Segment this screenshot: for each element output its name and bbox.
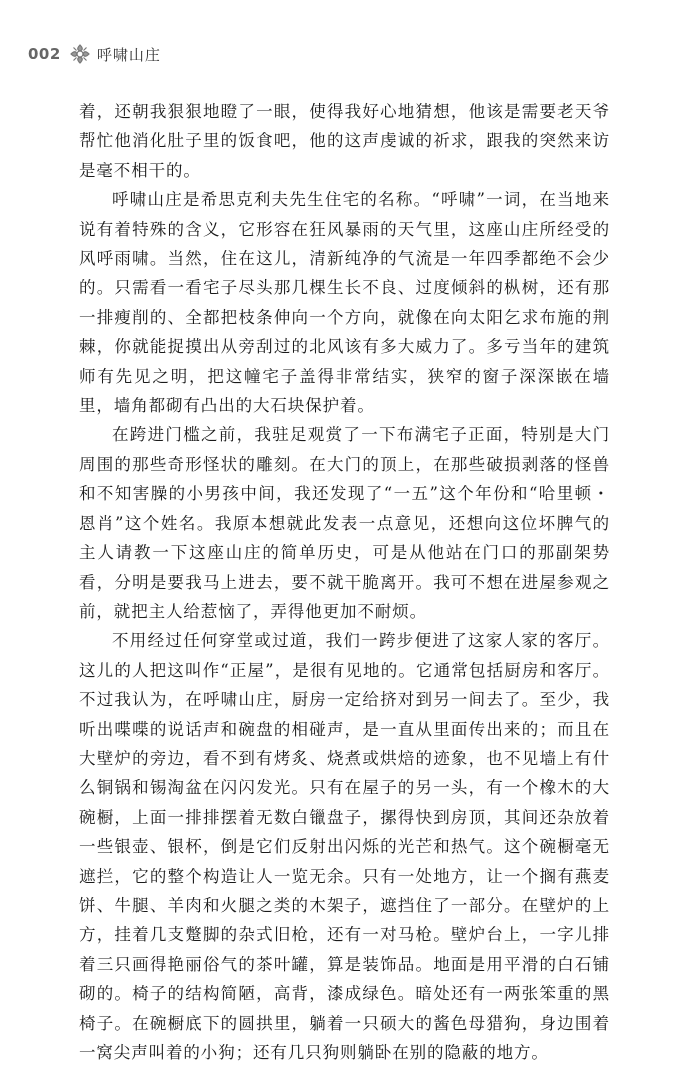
paragraph: 在跨进门槛之前，我驻足观赏了一下布满宅子正面，特别是大门周围的那些奇形怪状的雕刻。在大门的顶上，在那些破损剥落的怪兽和不知害臊的小男孩中间，我还发现了“一五”这个年份和“哈里顿・恩肖”这个姓名。我原本想就此发表一点意见，还想向这位坏脾气的主人请教一下这座山庄的简单历史，可是从他站在门口的那副架势看，分明是要我马上进去，要不就干脆离开。我可不想在进屋参观之前，就把主人给惹恼了，弄得他更加不耐烦。: [79, 425, 610, 621]
body-text: [79, 97, 610, 1067]
running-title: 呼啸山庄: [96, 45, 161, 64]
page-number: 002: [28, 45, 61, 63]
paragraph: 着，还朝我狠狠地瞪了一眼，使得我好心地猜想，他该是需要老天爷帮忙他消化肚子里的饭食吧，他的这声虔诚的祈求，跟我的突然来访是毫不相干的。: [79, 102, 610, 180]
floral-ornament-icon: [69, 43, 91, 65]
paragraph: 不用经过任何穿堂或过道，我们一跨步便进了这家人家的客厅。这儿的人把这叫作“正屋”，是很有见地的。它通常包括厨房和客厅。不过我认为，在呼啸山庄，厨房一定给挤对到另一间去了。至少，我听出喋喋的说话声和碗盘的相碰声，是一直从里面传出来的；而且在大壁炉的旁边，看不到有烤炙、烧煮或烘焙的迹象，也不见墙上有什么铜锅和锡淘盆在闪闪发光。只有在屋子的另一头，有一个橡木的大碗橱，上面一排排摆着无数白镴盘子，摞得快到房顶，其间还杂放着一些银壶、银杯，倒是它们反射出闪烁的光芒和热气。这个碗橱毫无遮拦，它的整个构造让人一览无余。只有一处地方，让一个搁有燕麦饼、牛腿、羊肉和火腿之类的木架子，遮挡住了一部分。在壁炉的上方，挂着几支蹩脚的杂式旧枪，还有一对马枪。壁炉台上，一字儿排着三只画得艳丽俗气的茶叶罐，算是装饰品。地面是用平滑的白石铺砌的。椅子的结构简陋，高背，漆成绿色。暗处还有一两张笨重的黑椅子。在碗橱底下的圆拱里，躺着一只硕大的酱色母猎狗，身边围着一窝尖声叫着的小狗；还有几只狗则躺卧在别的隐蔽的地方。: [79, 631, 610, 1062]
running-head: [28, 40, 161, 68]
paragraph: 呼啸山庄是希思克利夫先生住宅的名称。“呼啸”一词，在当地来说有着特殊的含义，它形容在狂风暴雨的天气里，这座山庄所经受的风呼雨啸。当然，住在这儿，清新纯净的气流是一年四季都绝不会少的。只需看一看宅子尽头那几棵生长不良、过度倾斜的枞树，还有那一排瘦削的、全都把枝条伸向一个方向，就像在向太阳乞求布施的荆棘，你就能捉摸出从旁刮过的北风该有多大威力了。多亏当年的建筑师有先见之明，把这幢宅子盖得非常结实，狭窄的窗子深深嵌在墙里，墙角都砌有凸出的大石块保护着。: [79, 190, 610, 416]
